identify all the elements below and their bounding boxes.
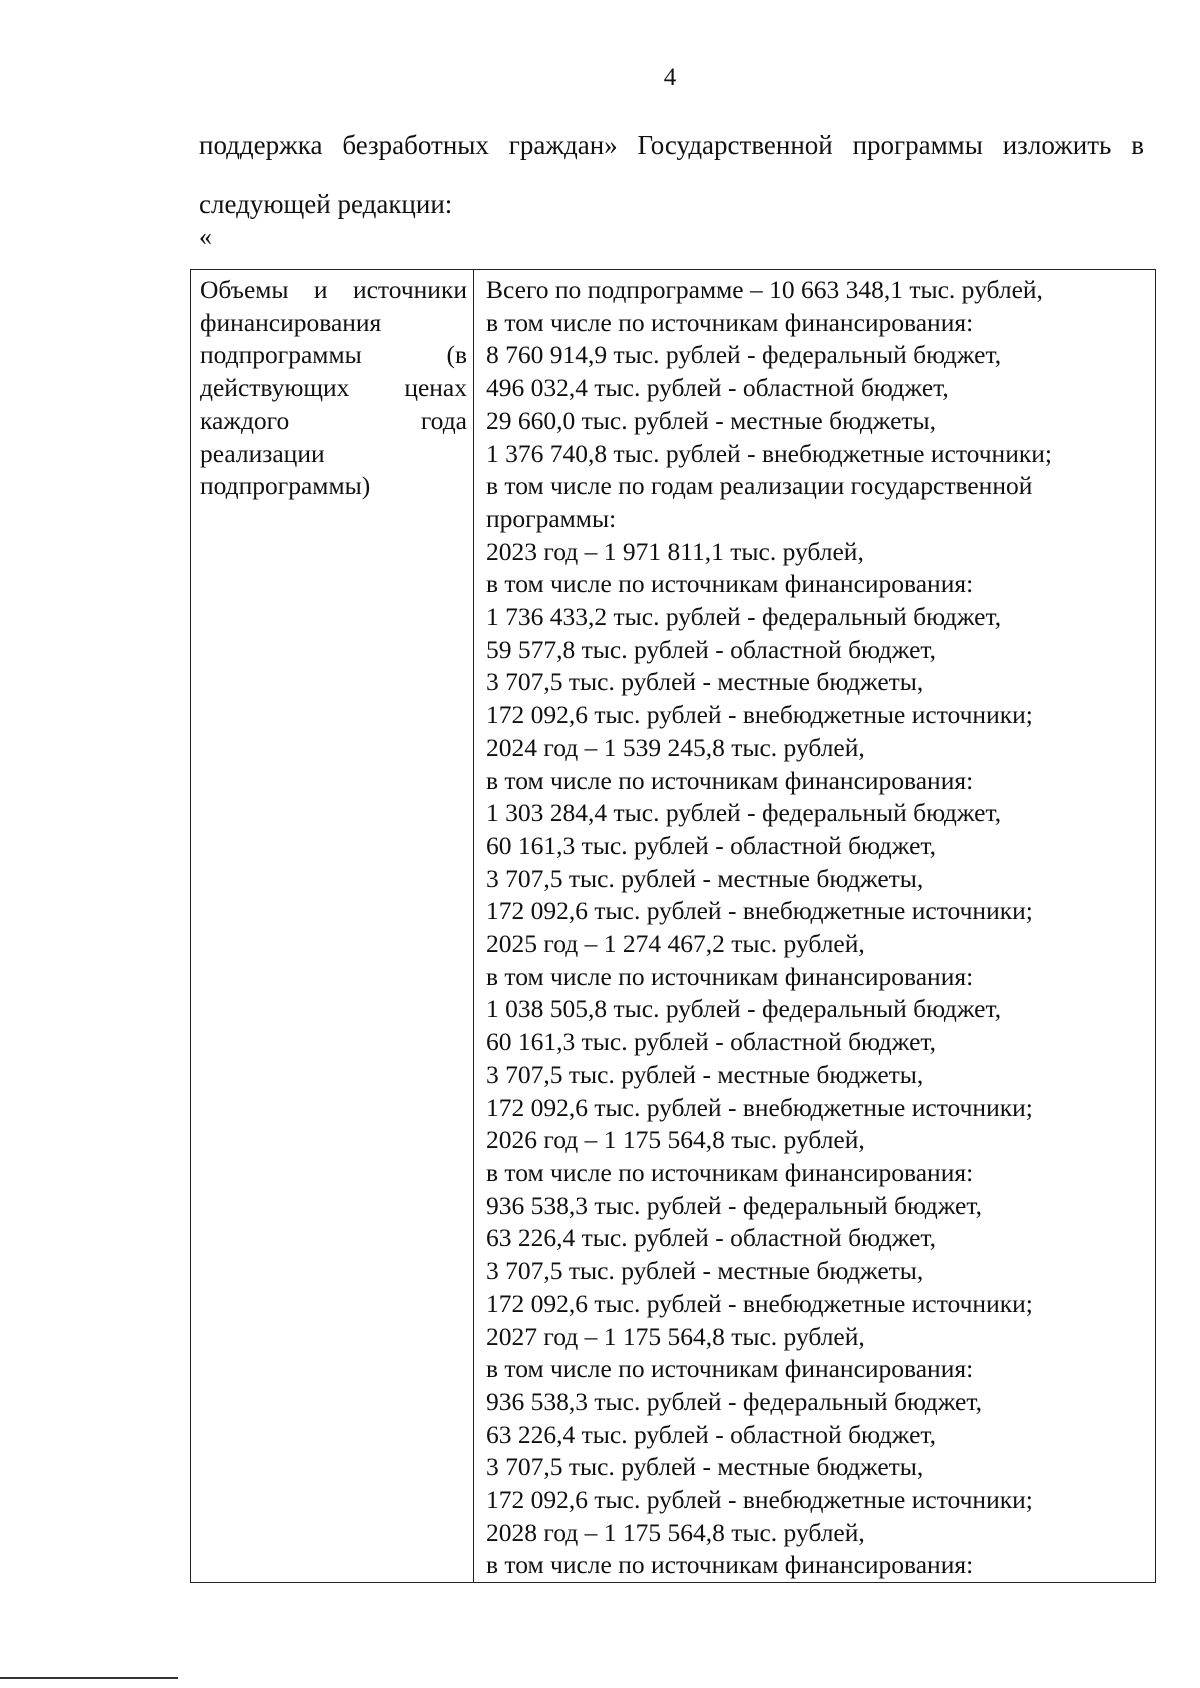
funding-detail-line: в том числе по источникам финансирования:: [486, 1354, 974, 1384]
funding-detail-line: 2023 год – 1 971 811,1 тыс. рублей,: [486, 536, 864, 566]
funding-detail-line: программы:: [486, 503, 617, 533]
funding-detail-line: 2026 год – 1 175 564,8 тыс. рублей,: [486, 1125, 865, 1155]
funding-detail-line: в том числе по источникам финансирования:: [486, 961, 974, 991]
funding-detail-line: 3 707,5 тыс. рублей - местные бюджеты,: [486, 667, 924, 697]
funding-detail-line: 936 538,3 тыс. рублей - федеральный бюджет,: [486, 1190, 982, 1220]
opening-quote-mark: «: [199, 222, 212, 251]
table-row: [191, 270, 1156, 1583]
funding-detail-line: 172 092,6 тыс. рублей - внебюджетные источники;: [486, 1092, 1033, 1122]
funding-label-line: [200, 372, 467, 405]
funding-label-cell: [191, 270, 474, 1583]
funding-label-word: реализации: [200, 438, 325, 468]
funding-detail-line: 172 092,6 тыс. рублей - внебюджетные источники;: [486, 896, 1033, 926]
intro-word: безработных: [342, 130, 489, 160]
funding-detail-line: Всего по подпрограмме – 10 663 348,1 тыс. рублей,: [486, 275, 1043, 304]
funding-label-word: финансирования: [200, 307, 382, 337]
funding-label-line: [200, 438, 467, 471]
funding-label-line: [200, 470, 467, 503]
funding-detail-line: 63 226,4 тыс. рублей - областной бюджет,: [486, 1419, 936, 1449]
funding-detail-line: 60 161,3 тыс. рублей - областной бюджет,: [486, 1027, 936, 1057]
funding-detail-line: 1 038 505,8 тыс. рублей - федеральный бюджет,: [486, 994, 1002, 1024]
funding-detail-line: 29 660,0 тыс. рублей - местные бюджеты,: [486, 405, 937, 435]
funding-label-word: Объемы: [200, 275, 289, 304]
intro-word: в: [1131, 130, 1144, 160]
funding-detail-line: 60 161,3 тыс. рублей - областной бюджет,: [486, 830, 936, 860]
funding-detail-line: в том числе по годам реализации государственной: [486, 471, 1033, 501]
funding-table: [190, 269, 1156, 1583]
funding-detail-line: 3 707,5 тыс. рублей - местные бюджеты,: [486, 863, 924, 893]
funding-label-word: источники: [352, 275, 467, 304]
funding-detail-line: 3 707,5 тыс. рублей - местные бюджеты,: [486, 1452, 924, 1482]
funding-label-word: (в: [446, 340, 467, 370]
funding-detail-line: 1 376 740,8 тыс. рублей - внебюджетные источники;: [486, 438, 1052, 468]
intro-word: Государственной: [637, 130, 833, 160]
funding-label-word: года: [420, 405, 467, 435]
funding-label-word: и: [313, 275, 328, 304]
funding-detail-line: 59 577,8 тыс. рублей - областной бюджет,: [486, 634, 936, 664]
funding-detail-line: 172 092,6 тыс. рублей - внебюджетные источники;: [486, 1485, 1033, 1515]
funding-detail-line: в том числе по источникам финансирования:: [486, 1550, 974, 1580]
funding-detail-line: 1 303 284,4 тыс. рублей - федеральный бюджет,: [486, 798, 1002, 828]
intro-word: поддержка: [199, 130, 323, 160]
funding-label-word: подпрограммы: [200, 340, 362, 370]
funding-label-line: [200, 274, 467, 307]
intro-paragraph: [199, 116, 1144, 234]
funding-label-line: [200, 405, 467, 438]
funding-detail-line: 2024 год – 1 539 245,8 тыс. рублей,: [486, 732, 865, 762]
funding-detail-line: в том числе по источникам финансирования:: [486, 1157, 974, 1187]
funding-detail-line: 8 760 914,9 тыс. рублей - федеральный бюджет,: [486, 340, 1002, 370]
funding-detail-line: 3 707,5 тыс. рублей - местные бюджеты,: [486, 1059, 924, 1089]
funding-detail-line: в том числе по источникам финансирования:: [486, 569, 974, 599]
funding-detail-line: 496 032,4 тыс. рублей - областной бюджет,: [486, 373, 949, 403]
funding-detail-line: 172 092,6 тыс. рублей - внебюджетные источники;: [486, 700, 1033, 730]
funding-label-line: [200, 307, 467, 340]
intro-word: программы: [852, 130, 983, 160]
funding-label-line: [200, 339, 467, 372]
footnote-divider: [0, 1677, 178, 1679]
intro-word: граждан»: [508, 130, 618, 160]
funding-detail-line: 936 538,3 тыс. рублей - федеральный бюджет,: [486, 1386, 982, 1416]
funding-detail-line: 1 736 433,2 тыс. рублей - федеральный бюджет,: [486, 602, 1002, 632]
intro-line-2: следующей редакции:: [199, 189, 453, 219]
funding-detail-line: 63 226,4 тыс. рублей - областной бюджет,: [486, 1223, 936, 1253]
funding-label-word: подпрограммы): [200, 471, 371, 501]
funding-detail-line: 2025 год – 1 274 467,2 тыс. рублей,: [486, 929, 865, 959]
funding-label-word: ценах: [404, 373, 467, 403]
funding-detail-line: 172 092,6 тыс. рублей - внебюджетные источники;: [486, 1288, 1033, 1318]
funding-detail-line: в том числе по источникам финансирования:: [486, 307, 974, 337]
intro-word: изложить: [1002, 130, 1112, 160]
funding-detail-line: 2027 год – 1 175 564,8 тыс. рублей,: [486, 1321, 865, 1351]
funding-label-word: каждого: [200, 405, 290, 435]
funding-detail-line: 2028 год – 1 175 564,8 тыс. рублей,: [486, 1517, 865, 1547]
funding-detail-line: в том числе по источникам финансирования:: [486, 765, 974, 795]
funding-label-word: действующих: [200, 373, 350, 403]
funding-detail-line: 3 707,5 тыс. рублей - местные бюджеты,: [486, 1256, 924, 1286]
funding-details-cell: [474, 270, 1156, 1583]
page-number: 4: [663, 64, 677, 91]
intro-line-1: [199, 116, 1144, 175]
